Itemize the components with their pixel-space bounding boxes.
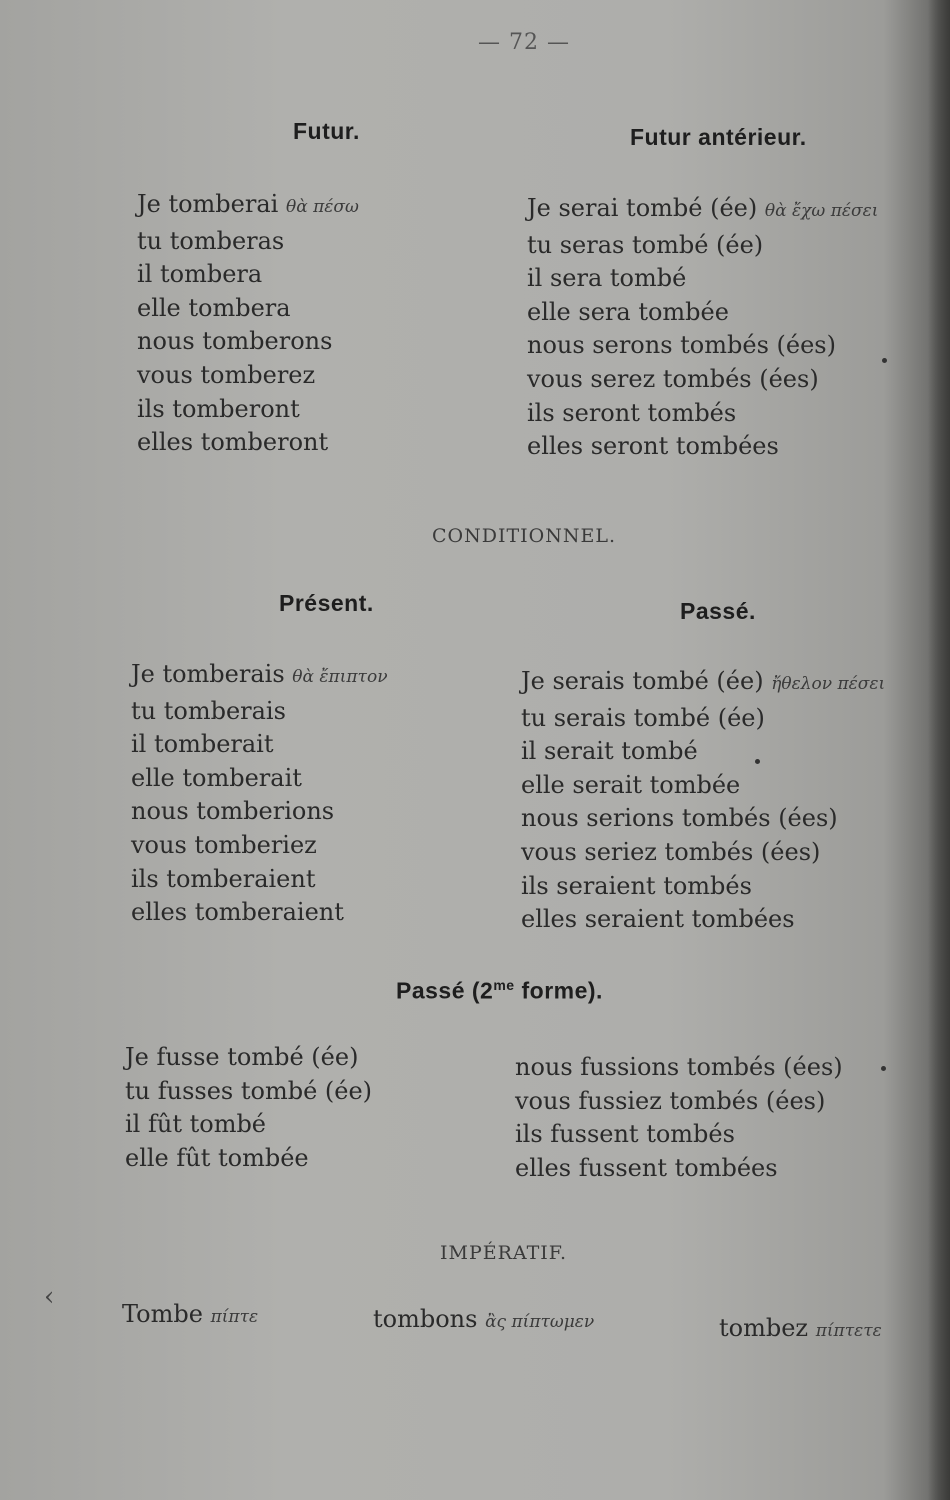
futur-anterieur-line-4: elle sera tombée bbox=[527, 297, 729, 326]
futur-line-3: il tombera bbox=[137, 260, 263, 289]
futur-anterieur-title: Futur antérieur. bbox=[630, 124, 807, 150]
present-line-7: ils tomberaient bbox=[131, 864, 316, 893]
passe2-left-line-1: Je fusse tombé (ée) bbox=[125, 1043, 359, 1071]
passe2-right-line-4: elles fussent tombées bbox=[515, 1153, 778, 1182]
futur-line-2: tu tomberas bbox=[137, 226, 285, 255]
present-title: Présent. bbox=[279, 590, 374, 616]
imperatif-item-1: Tombe πίπτε bbox=[122, 1300, 259, 1328]
present-line-4: elle tomberait bbox=[131, 763, 302, 792]
passe-line-5: nous serions tombés (ées) bbox=[521, 804, 838, 833]
passe-title: Passé. bbox=[680, 598, 756, 624]
present-greek: θὰ ἔπιπτον bbox=[292, 667, 388, 687]
passe-greek: ἤθελον πέσει bbox=[771, 674, 886, 694]
passe-line-3: il serait tombé bbox=[521, 737, 698, 766]
futur-anterieur-line-1: Je serai tombé (ée) θὰ ἔχω πέσει bbox=[527, 194, 879, 222]
passe-line-4: elle serait tombée bbox=[521, 770, 741, 799]
imperatif-item-2: tombons ἂς πίπτωμεν bbox=[373, 1305, 595, 1333]
passe-line-1: Je serais tombé (ée) ἤθελον πέσει bbox=[521, 667, 886, 695]
futur-title: Futur. bbox=[293, 118, 360, 144]
present-line-1: Je tomberais θὰ ἔπιπτον bbox=[131, 660, 388, 688]
passe2-left-line-3: il fût tombé bbox=[125, 1110, 267, 1139]
present-block bbox=[131, 658, 388, 930]
passe2-title: Passé ($2^{me}$ forme). bbox=[396, 977, 603, 1004]
conditionnel-heading: CONDITIONNEL. bbox=[432, 525, 617, 547]
passe2-right-block bbox=[515, 1051, 843, 1185]
passe2-left-block bbox=[125, 1041, 372, 1175]
passe2-left-line-2: tu fusses tombé (ée) bbox=[125, 1076, 373, 1105]
futur-anterieur-line-8: elles seront tombées bbox=[527, 432, 779, 461]
present-line-5: nous tomberions bbox=[131, 797, 335, 826]
passe-line-8: elles seraient tombées bbox=[521, 905, 795, 934]
passe2-right-line-3: ils fussent tombés bbox=[515, 1120, 735, 1149]
passe2-right-line-2: vous fussiez tombés (ées) bbox=[515, 1086, 826, 1115]
futur-anterieur-block bbox=[527, 192, 878, 464]
futur-line-4: elle tombera bbox=[137, 293, 291, 322]
ink-speck bbox=[882, 358, 887, 363]
futur-anterieur-line-6: vous serez tombés (ées) bbox=[527, 364, 819, 393]
passe2-left-line-4: elle fût tombée bbox=[125, 1143, 309, 1172]
passe2-right-line-1: nous fussions tombés (ées) bbox=[515, 1053, 843, 1081]
futur-line-6: vous tomberez bbox=[137, 360, 316, 389]
ink-speck bbox=[881, 1066, 886, 1071]
passe-line-2: tu serais tombé (ée) bbox=[521, 703, 765, 732]
present-line-8: elles tomberaient bbox=[131, 898, 344, 927]
passe-block bbox=[521, 665, 885, 937]
futur-line-8: elles tomberont bbox=[137, 428, 329, 457]
imperatif-item-3: tombez πίπτετε bbox=[719, 1314, 882, 1342]
futur-anterieur-line-7: ils seront tombés bbox=[527, 398, 737, 427]
ink-speck bbox=[755, 759, 760, 764]
futur-anterieur-line-5: nous serons tombés (ées) bbox=[527, 331, 836, 360]
passe-line-6: vous seriez tombés (ées) bbox=[521, 837, 821, 866]
futur-anterieur-line-2: tu seras tombé (ée) bbox=[527, 230, 764, 259]
page-number: — 72 — bbox=[478, 30, 570, 55]
passe-line-7: ils seraient tombés bbox=[521, 871, 752, 900]
imperatif-heading: IMPÉRATIF. bbox=[440, 1242, 568, 1264]
futur-block bbox=[137, 188, 359, 460]
futur-anterieur-line-3: il sera tombé bbox=[527, 264, 687, 293]
futur-line-7: ils tomberont bbox=[137, 394, 300, 423]
futur-line-5: nous tomberons bbox=[137, 327, 333, 356]
present-line-3: il tomberait bbox=[131, 730, 274, 759]
futur-line-1: Je tomberai θὰ πέσω bbox=[137, 190, 359, 218]
page-binding-shadow bbox=[928, 0, 950, 1500]
page-mark: ‹ bbox=[44, 1282, 55, 1312]
present-line-6: vous tomberiez bbox=[131, 830, 317, 859]
present-line-2: tu tomberais bbox=[131, 696, 286, 725]
futur-greek: θὰ πέσω bbox=[285, 197, 359, 217]
futur-anterieur-greek: θὰ ἔχω πέσει bbox=[764, 201, 879, 221]
